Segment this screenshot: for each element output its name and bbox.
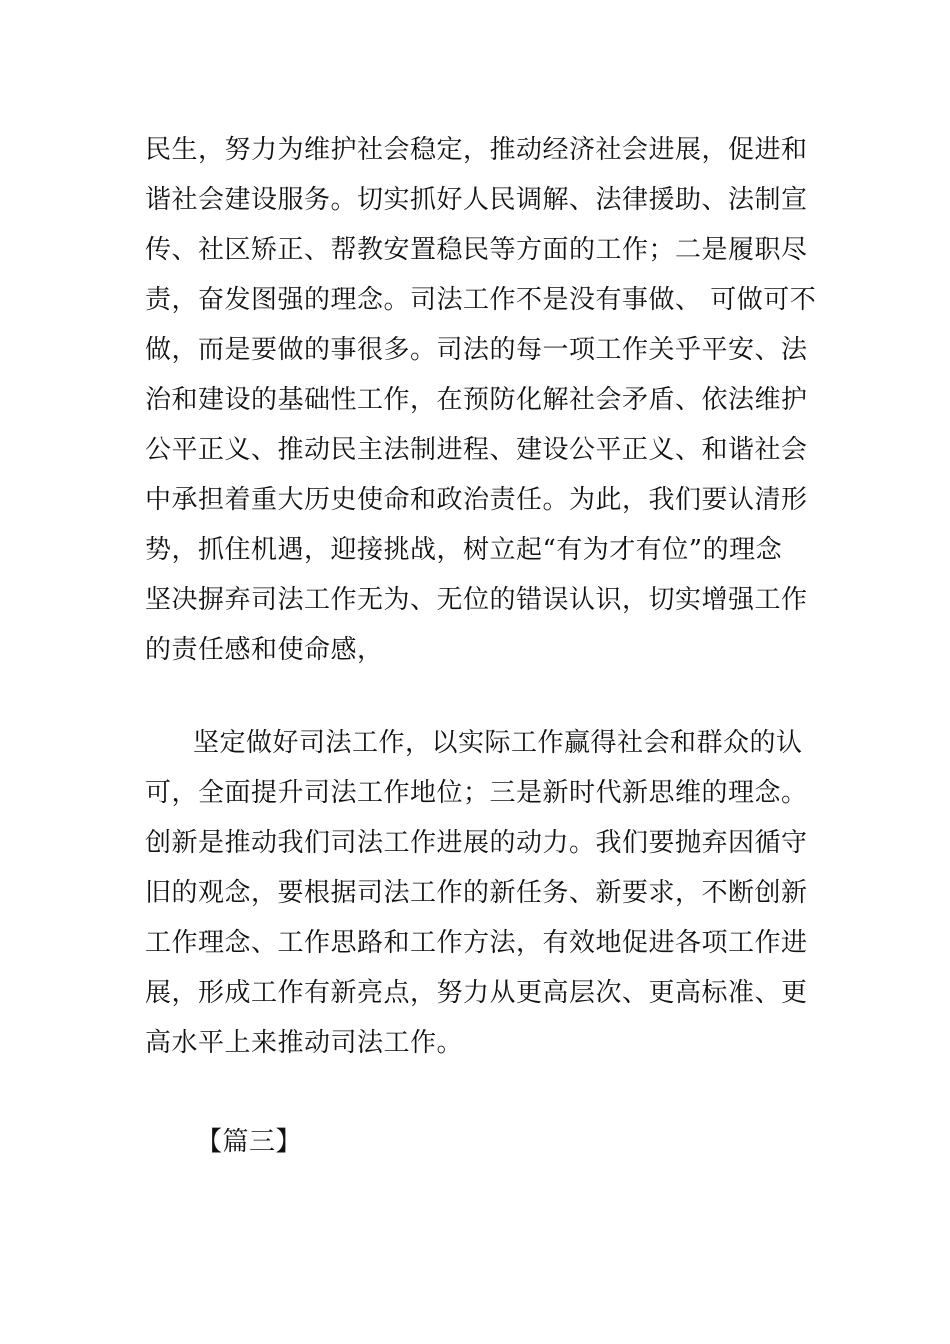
- paragraph-line: 责，奋发图强的理念。司法工作不是没有事做、 可做可不: [145, 285, 817, 315]
- paragraph-line: 公平正义、推动民主法制进程、建设公平正义、和谐社会: [145, 435, 808, 465]
- paragraph-line: 做，而是要做的事很多。司法的每一项工作关乎平安、法: [145, 335, 808, 365]
- paragraph-line: 民生，努力为维护社会稳定，推动经济社会进展，促进和: [145, 135, 808, 165]
- paragraph-line: 坚决摒弃司法工作无为、无位的错误认识，切实增强工作: [145, 585, 808, 615]
- section-heading-block: [196, 1117, 861, 1167]
- paragraph-line: 谐社会建设服务。切实抓好人民调解、法律援助、法制宣: [145, 185, 808, 215]
- paragraph-line: 治和建设的基础性工作，在预防化解社会矛盾、依法维护: [145, 385, 808, 415]
- paragraph-line: 传、社区矫正、帮教安置稳民等方面的工作；二是履职尽: [145, 235, 808, 265]
- paragraph-line: 工作理念、工作思路和工作方法，有效地促进各项工作进: [145, 928, 808, 958]
- paragraph-line: 旧的观念，要根据司法工作的新任务、新要求，不断创新: [145, 878, 808, 908]
- section-heading: 【篇三】: [196, 1127, 303, 1157]
- paragraph-line: 的责任感和使命感，: [145, 635, 384, 665]
- paragraph-1: [145, 125, 817, 675]
- paragraph-line: 创新是推动我们司法工作进展的动力。我们要抛弃因循守: [145, 828, 808, 858]
- paragraph-line: 展，形成工作有新亮点，努力从更高层次、更高标准、更: [145, 978, 808, 1008]
- paragraph-line: 中承担着重大历史使命和政治责任。为此，我们要认清形: [145, 485, 808, 515]
- paragraph-line: 坚定做好司法工作，以实际工作赢得社会和群众的认: [193, 728, 803, 758]
- paragraph-2: [145, 718, 810, 1068]
- paragraph-line: 高水平上来推动司法工作。: [145, 1028, 464, 1058]
- paragraph-line: 势，抓住机遇，迎接挑战，树立起“有为才有位”的理念: [145, 535, 783, 565]
- paragraph-line: 可，全面提升司法工作地位；三是新时代新思维的理念。: [145, 778, 808, 808]
